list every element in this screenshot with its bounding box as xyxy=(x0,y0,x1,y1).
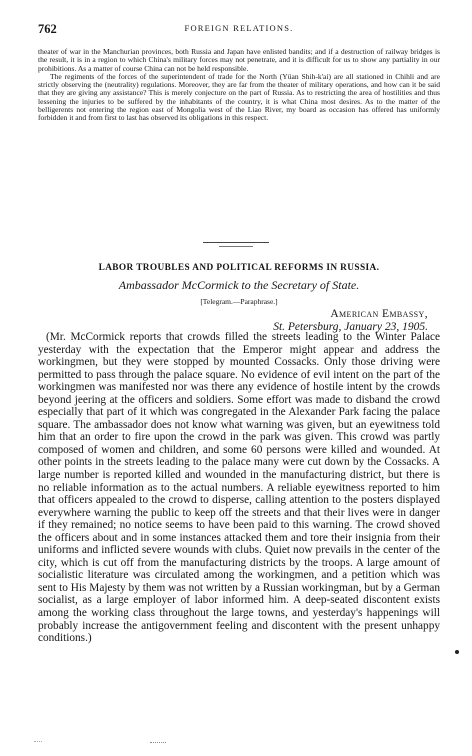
section-subtitle: Ambassador McCormick to the Secretary of State. xyxy=(118,278,360,292)
dateline-place: American Embassy, xyxy=(330,308,428,320)
section-divider xyxy=(203,242,269,243)
section-title: LABOR TROUBLES AND POLITICAL REFORMS IN RUSSIA. xyxy=(98,263,380,273)
body-paragraph: (Mr. McCormick reports that crowds filled the streets leading to the Winter Palace yesterday with the expectation that the Emperor might appear and address the workingmen, but they were stopped by mounted Cossacks. Only those driving were permitted to pass through the palace square. No evidence of evil intent on the part of the workingmen was manifested nor was there any evidence of hostile intent by the crowds beyond jeering at the officers and soldiers. Some effort was made to disband the crowd especially that part of it which was congregated in the Alexander Park facing the palace square. The ambassador does not know what warning was given, but an eyewitness told him that an order to fire upon the crowd in the park was given. This crowd was partly composed of women and children, and some 60 persons were killed and wounded. At other points in the streets leading to the palace many were cut down by the Cossacks. A large number is reported killed and wounded in the manufacturing district, but there is no reliable information as to the actual numbers. A reliable eyewitness reported to him that officers appealed to the crowd to disperse, calling attention to the posters displayed everywhere warning the public to keep off the streets and that their lives were in danger if they remained; no notice seems to have been paid to this warning. The crowd shoved the officers about and in some instances attacked them and tore their insignia from their uniforms and inflicted severe wounds with clubs. Quiet now prevails in the center of the city, which is cut off from the manufacturing districts by the troops. A large amount of socialistic literature was circulated among the workingmen, and a petition which was sent to His Majesty by them was not written by a Russian workingman, but by a German socialist, as a large employer of labor informed him. A deep-seated discontent exists among the working class throughout the large towns, and yesterday's happenings will probably increase the antigovernment feeling and discontent with the present unhappy conditions.) xyxy=(38,331,440,645)
telegram-note: [Telegram.—Paraphrase.] xyxy=(200,297,278,306)
telegram-body xyxy=(38,331,440,645)
page-smudge xyxy=(34,741,42,742)
preceding-paragraph: The regiments of the forces of the superintendent of trade for the North (Yüan Shih-k'ai) are all stationed in Chihli and are strictly observing the (neutrality) regulations. Moreover, they are far from the theater of military operations, and how can it be said that they are giving any assistance? This is merely conjecture on the part of Russia. As to restricting the area of hostilities and thus lessening the injuries to be suffered by the inhabitants of the country, it is what China most desires. As to the matter of the belligerents not entering the region east of Mongolia west of the Liao River, my board as occasion has offered has uniformly forbidden it and from first to last has observed its obligations in this respect. xyxy=(38,71,440,123)
page-header xyxy=(38,22,440,36)
page-smudge xyxy=(150,742,166,743)
page-number: 762 xyxy=(38,22,57,36)
dateline-date: St. Petersburg, January 23, 1905. xyxy=(273,321,428,333)
preceding-paragraph: theater of war in the Manchurian provinces, both Russia and Japan have enlisted bandits; and if a destruction of railway bridges is the result, it is in a region to which China's military forces may not penetrate, and it is difficult for us to show any partiality in our prohibitions. As a matter of course China can not be held responsible. xyxy=(38,47,440,73)
margin-mark xyxy=(455,650,459,654)
preceding-text xyxy=(38,48,440,123)
section-divider-short xyxy=(219,246,253,247)
running-head: FOREIGN RELATIONS. xyxy=(184,23,294,33)
